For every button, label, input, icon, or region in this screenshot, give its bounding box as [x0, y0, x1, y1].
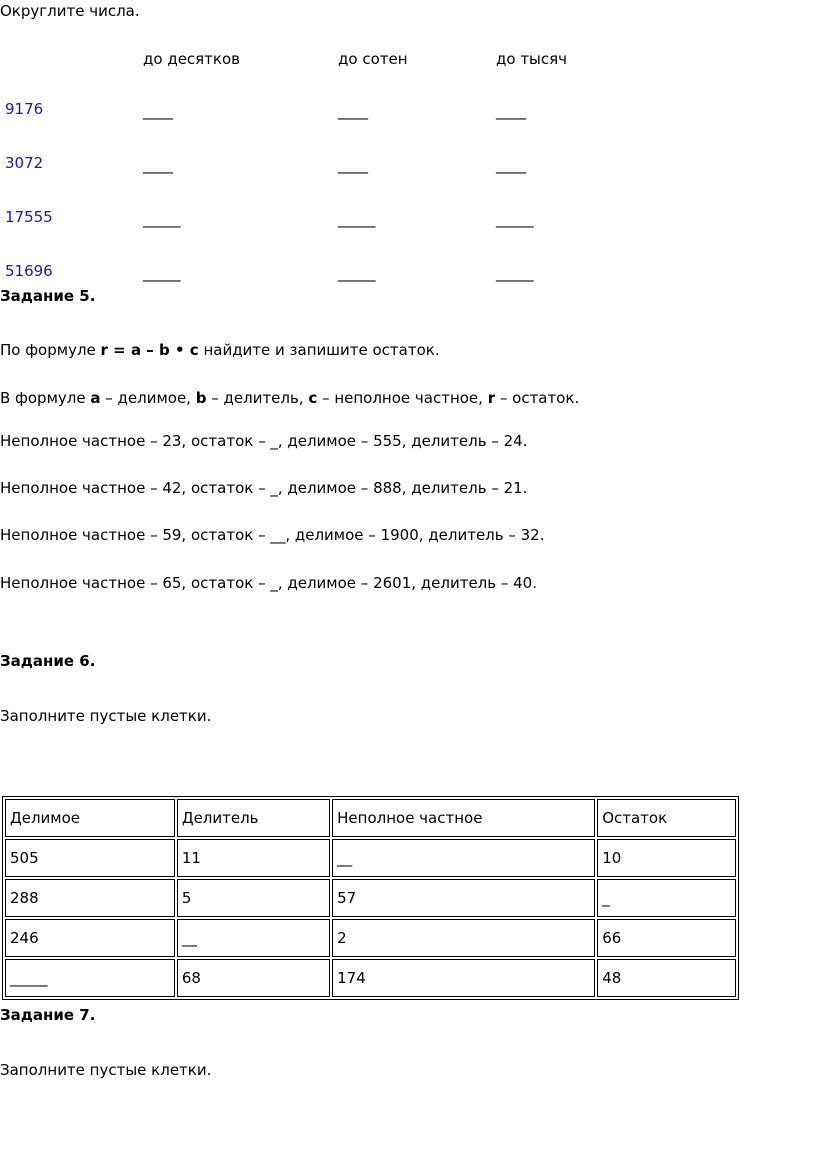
table-row [5, 919, 736, 957]
task5-problem-3: Неполное частное – 59, остаток – __, делимое – 1900, делитель – 32. [0, 526, 545, 544]
header-quotient: Неполное частное [332, 799, 595, 837]
number-2: 3072 [5, 154, 44, 172]
table-cell: 246 [5, 919, 175, 957]
table-cell: 68 [177, 959, 330, 997]
formula: r = a – b • c [100, 341, 199, 359]
table-row [5, 879, 736, 917]
header-thousands: до тысяч [496, 50, 568, 68]
blank-3-thousands: _____ [496, 210, 534, 228]
blank-3-hundreds: _____ [338, 210, 376, 228]
table-cell: 288 [5, 879, 175, 917]
table-cell: 2 [332, 919, 595, 957]
header-tens: до десятков [143, 50, 241, 68]
task5-problem-1: Неполное частное – 23, остаток – _, делимое – 555, делитель – 24. [0, 432, 528, 450]
header-remainder: Остаток [597, 799, 736, 837]
number-1: 9176 [5, 100, 44, 118]
header-hundreds: до сотен [338, 50, 408, 68]
table-cell: _ [597, 879, 736, 917]
task6-instruction: Заполните пустые клетки. [0, 707, 212, 725]
division-table [2, 796, 739, 1000]
task5-problem-4: Неполное частное – 65, остаток – _, делимое – 2601, делитель – 40. [0, 574, 537, 592]
header-divisor: Делитель [177, 799, 330, 837]
number-3: 17555 [5, 208, 53, 226]
table-cell: 5 [177, 879, 330, 917]
table-cell: 11 [177, 839, 330, 877]
table-cell: _____ [5, 959, 175, 997]
blank-2-thousands: ____ [496, 156, 526, 174]
blank-4-thousands: _____ [496, 264, 534, 282]
blank-1-tens: ____ [143, 102, 173, 120]
blank-2-tens: ____ [143, 156, 173, 174]
blank-4-tens: _____ [143, 264, 181, 282]
task5-problem-2: Неполное частное – 42, остаток – _, делимое – 888, делитель – 21. [0, 479, 528, 497]
blank-1-thousands: ____ [496, 102, 526, 120]
task5-heading: Задание 5. [0, 287, 96, 305]
table-row [5, 839, 736, 877]
blank-4-hundreds: _____ [338, 264, 376, 282]
task7-instruction: Заполните пустые клетки. [0, 1061, 212, 1079]
table-cell: 48 [597, 959, 736, 997]
table-cell: 174 [332, 959, 595, 997]
blank-1-hundreds: ____ [338, 102, 368, 120]
task5-legend-line: В формуле a – делимое, b – делитель, c – неполное частное, r – остаток. [0, 389, 580, 407]
header-dividend: Делимое [5, 799, 175, 837]
table-cell: __ [332, 839, 595, 877]
table-cell: 57 [332, 879, 595, 917]
table-cell: 505 [5, 839, 175, 877]
table-row [5, 959, 736, 997]
task7-heading: Задание 7. [0, 1006, 96, 1024]
blank-2-hundreds: ____ [338, 156, 368, 174]
table-cell: 66 [597, 919, 736, 957]
table-cell: __ [177, 919, 330, 957]
table-header-row [5, 799, 736, 837]
task5-formula-line: По формуле r = a – b • c найдите и запишите остаток. [0, 341, 440, 359]
round-title: Округлите числа. [0, 2, 140, 20]
task6-heading: Задание 6. [0, 652, 96, 670]
number-4: 51696 [5, 262, 53, 280]
blank-3-tens: _____ [143, 210, 181, 228]
table-cell: 10 [597, 839, 736, 877]
